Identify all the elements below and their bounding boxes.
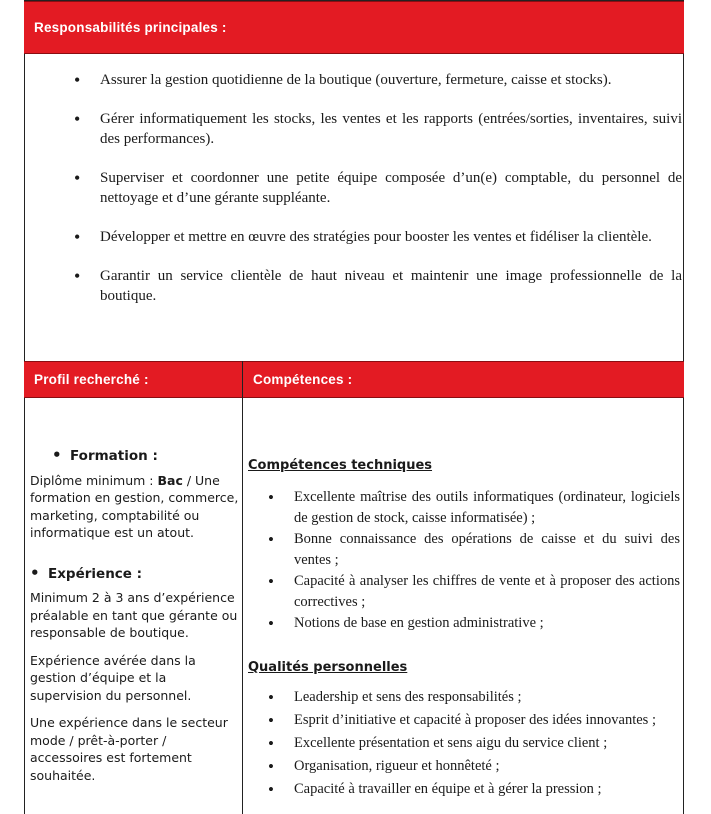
- frame-left-border: [24, 0, 25, 814]
- profile-header-text: Profil recherché :: [34, 372, 149, 387]
- frame-right-border: [683, 0, 684, 814]
- list-item: • Bonne connaissance des opérations de caisse et du suivi des ventes ;: [248, 529, 680, 571]
- list-item: • Organisation, rigueur et honnêteté ;: [248, 756, 680, 777]
- column-divider: [242, 361, 243, 814]
- technical-skills-title: Compétences techniques: [248, 458, 433, 473]
- skills-header: [243, 361, 684, 398]
- list-item: • Esprit d’initiative et capacité à proposer des idées innovantes ;: [248, 710, 680, 731]
- list-item: • Développer et mettre en œuvre des stratégies pour booster les ventes et fidéliser la clientèle.: [60, 227, 682, 247]
- technical-skills-list: [248, 487, 680, 634]
- skills-header-text: Compétences :: [253, 372, 353, 387]
- formation-text-after: / Une formation en gestion, commerce, marketing, comptabilité ou informatique est un atout.: [30, 472, 239, 540]
- profile-header: [24, 361, 243, 398]
- experience-title: Expérience :: [48, 565, 143, 582]
- personal-qualities-title: Qualités personnelles: [248, 660, 408, 675]
- list-item: • Gérer informatiquement les stocks, les ventes et les rapports (entrées/sorties, inventaires, suivi des performances).: [60, 109, 682, 149]
- formation-bold: Bac: [157, 472, 183, 488]
- formation-text: [30, 472, 240, 542]
- formation-text-before: Diplôme minimum :: [30, 472, 158, 488]
- list-item: • Superviser et coordonner une petite équipe composée d’un(e) comptable, du personnel de nettoyage et d’une gérante suppléante.: [60, 168, 682, 208]
- list-item: • Capacité à analyser les chiffres de vente et à proposer des actions correctives ;: [248, 571, 680, 613]
- experience-paragraph: Une expérience dans le secteur mode / prêt-à-porter / accessoires est fortement souhaitée.: [30, 715, 228, 783]
- list-item: • Excellente présentation et sens aigu du service client ;: [248, 733, 680, 754]
- formation-title: Formation :: [70, 448, 158, 464]
- personal-qualities-list: [248, 687, 680, 800]
- responsibilities-header: [24, 1, 684, 54]
- responsibilities-header-text: Responsabilités principales :: [34, 20, 227, 35]
- formation-heading: [52, 448, 240, 466]
- list-item: • Assurer la gestion quotidienne de la boutique (ouverture, fermeture, caisse et stocks).: [60, 70, 682, 90]
- experience-paragraph: Minimum 2 à 3 ans d’expérience préalable en tant que gérante ou responsable de boutique.: [30, 590, 238, 640]
- list-item: • Leadership et sens des responsabilités ;: [248, 687, 680, 708]
- list-item: • Capacité à travailler en équipe et à gérer la pression ;: [248, 779, 680, 800]
- experience-heading: [30, 566, 240, 584]
- profile-column: [30, 448, 240, 784]
- list-item: • Excellente maîtrise des outils informatiques (ordinateur, logiciels de gestion de stock, caisse informatisée) ;: [248, 487, 680, 529]
- list-item: • Garantir un service clientèle de haut niveau et maintenir une image professionnelle de la boutique.: [60, 266, 682, 306]
- experience-paragraph: Expérience avérée dans la gestion d’équipe et la supervision du personnel.: [30, 652, 196, 703]
- list-item: • Notions de base en gestion administrative ;: [248, 613, 680, 634]
- skills-column: [248, 458, 680, 800]
- responsibilities-list: [60, 70, 682, 325]
